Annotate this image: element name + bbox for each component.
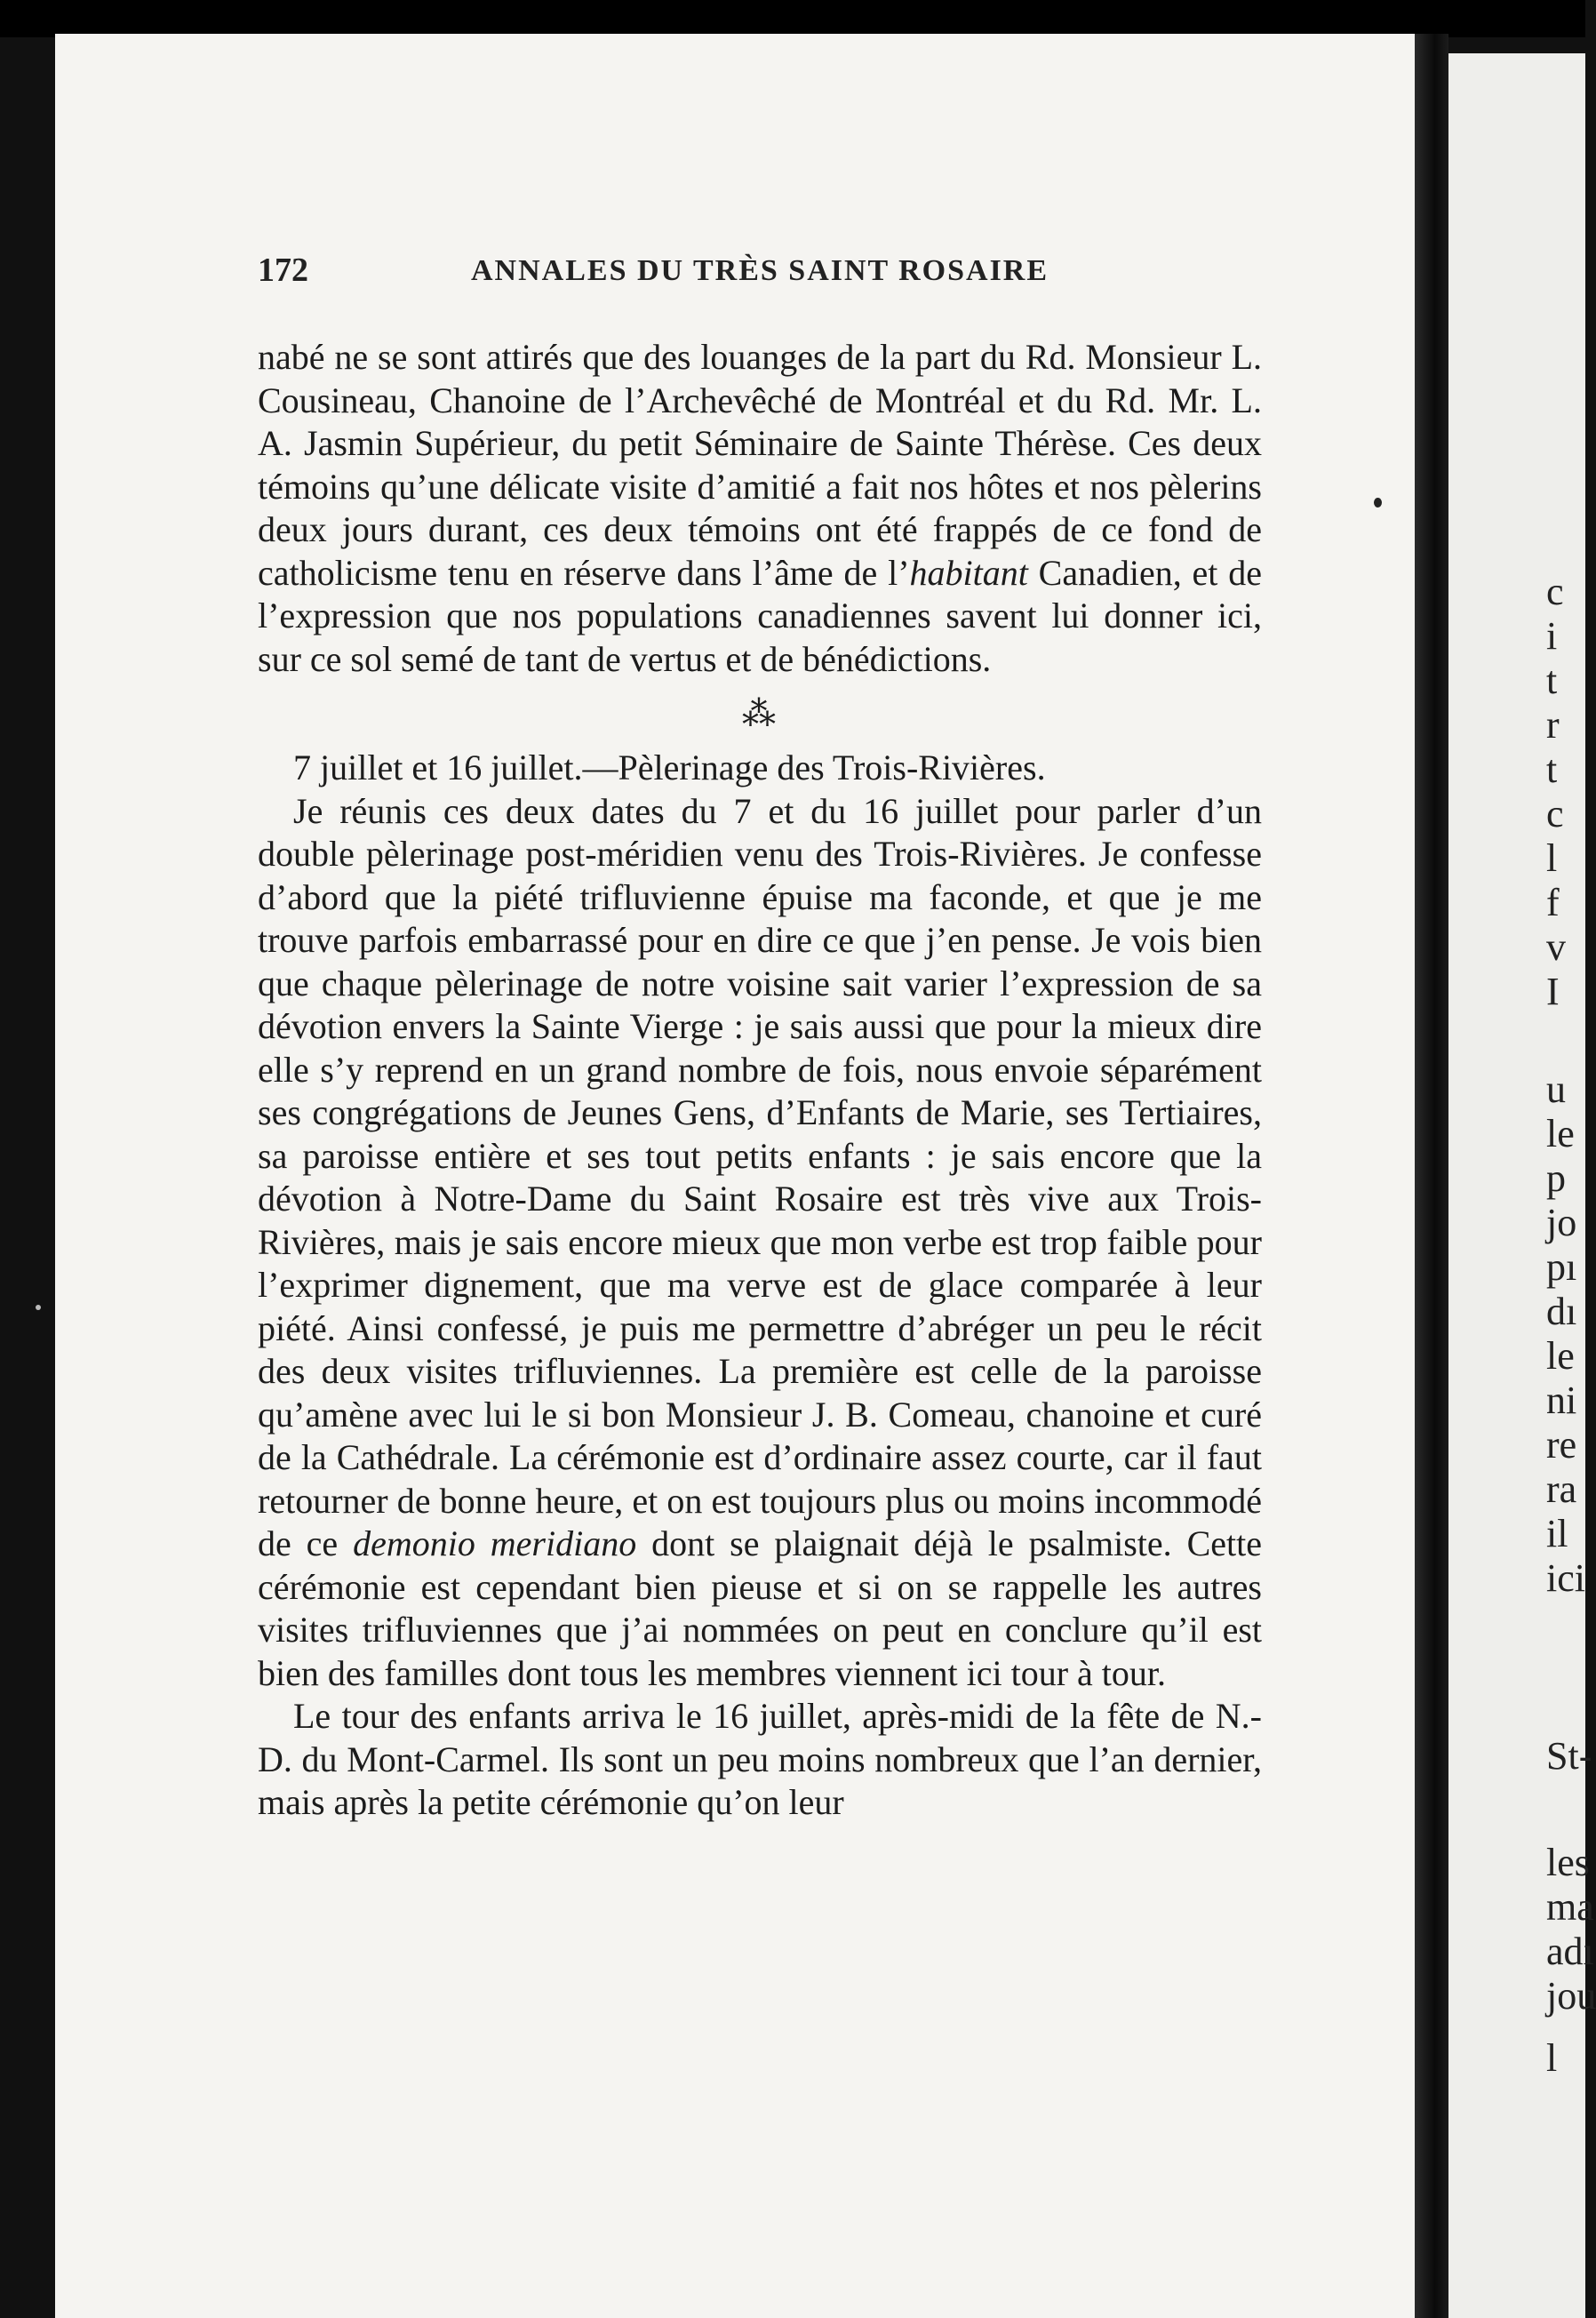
adjacent-page-fragment: l: [1546, 2036, 1558, 2080]
scan-speck: [36, 1305, 41, 1310]
adjacent-page-edge: [1448, 53, 1596, 2318]
adjacent-page-fragment: r: [1546, 703, 1560, 747]
adjacent-page-fragment: t: [1546, 659, 1558, 702]
adjacent-page-fragment: les: [1546, 1841, 1590, 1884]
page-number: 172: [258, 252, 308, 289]
adjacent-page-fragment: re: [1546, 1423, 1577, 1467]
adjacent-page-fragment: f: [1546, 881, 1560, 924]
adjacent-page-fragment: St-: [1546, 1734, 1592, 1778]
page-body: [258, 336, 1262, 1825]
adjacent-page-fragment: I: [1546, 970, 1560, 1013]
adjacent-page-fragment: ici: [1546, 1556, 1585, 1600]
adjacent-page-fragment: v: [1546, 925, 1566, 969]
section-heading: 7 juillet et 16 juillet.—Pèlerinage des Trois-Rivières.: [293, 747, 1046, 787]
book-gutter: [1415, 34, 1448, 2318]
text-run: Je réunis ces deux dates du 7 et du 16 juillet pour parler d’un double pèlerinage post-méridien venu des Trois-Rivières. Je confesse d’abord que la piété trifluvienne épuise ma faconde, et que je me trouve parfois embarrassé pour en dire ce que j’en pense. Je vois bien que chaque pèlerinage de notre voisine sait varier l’expression de sa dévotion envers la Sainte Vierge : je sais aussi que pour la mieux dire elle s’y reprend en un grand nombre de fois, nous envoie séparément ses congrégations de Jeunes Gens, d’Enfants de Marie, ses Tertiaires, sa paroisse entière et ses tout petits enfants : je sais encore que la dévotion à Notre-Dame du Saint Rosaire est très vive aux Trois-Rivières, mais je sais encore mieux que mon verbe est trop faible pour l’exprimer dignement, que ma verve est de glace comparée à leur piété. Ainsi confessé, je puis me permettre d’abréger un peu le récit des deux visites trifluviennes. La première est celle de la paroisse qu’amène avec lui le si bon Monsieur J. B. Comeau, chanoine et curé de la Cathédrale. La cérémonie est d’ordinaire assez courte, car il faut retourner de bonne heure, et on est toujours plus ou moins incommodé de ce: [258, 790, 1262, 1563]
adjacent-page-fragment: dı: [1546, 1290, 1577, 1333]
ink-speck: [1374, 498, 1382, 508]
adjacent-page-fragment: c: [1546, 570, 1564, 613]
adjacent-page-fragment: il: [1546, 1512, 1568, 1555]
adjacent-page-fragment: pı: [1546, 1245, 1577, 1289]
adjacent-page-fragment: c: [1546, 792, 1564, 835]
adjacent-page-fragment: u: [1546, 1067, 1566, 1111]
adjacent-page-fragment: jou: [1546, 1974, 1596, 2018]
adjacent-page-fragment: i: [1546, 614, 1558, 658]
page-header: [258, 251, 1146, 304]
text-run: Canadien, et de l’expression que nos populations canadiennes savent lui donner ici, sur ce sol semé de tant de vertus et de bénédictions.: [258, 552, 1262, 679]
italic-term: habitant: [909, 552, 1028, 593]
adjacent-page-fragment: jo: [1546, 1201, 1577, 1244]
adjacent-page-fragment: le: [1546, 1334, 1575, 1378]
paragraph-1: [258, 336, 1262, 681]
adjacent-page-fragment: t: [1546, 747, 1558, 791]
adjacent-page-fragment: l: [1546, 836, 1558, 880]
scan-border-top: [0, 0, 1585, 37]
adjacent-page-fragment: ra: [1546, 1467, 1577, 1511]
asterism-divider: ⁂: [742, 696, 778, 733]
italic-term: demonio meridiano: [353, 1523, 637, 1563]
running-head: ANNALES DU TRÈS SAINT ROSAIRE: [471, 254, 1049, 287]
paragraph-2: [258, 790, 1262, 1696]
adjacent-page-fragment: p: [1546, 1156, 1566, 1200]
paragraph-3: Le tour des enfants arriva le 16 juillet, après-midi de la fête de N.-D. du Mont-Carmel. Ils sont un peu moins nombreux que l’an dernier, mais après la petite cérémonie qu’on leur: [258, 1696, 1262, 1822]
text-run: dont se plaignait déjà le psalmiste. Cette cérémonie est cependant bien pieuse et si on se rappelle les autres visites trifluviennes que j’ai nommées on peut en conclure qu’il est bien des familles dont tous les membres viennent ici tour à tour.: [258, 1523, 1263, 1693]
adjacent-page-fragment: le: [1546, 1112, 1575, 1155]
adjacent-page-fragment: ni: [1546, 1379, 1577, 1422]
adjacent-page-fragment: adı: [1546, 1930, 1594, 1973]
text-run: nabé ne se sont attirés que des louanges de la part du Rd. Monsieur L. Cousineau, Chanoine de l’Archevêché de Montréal et du Rd. Mr. L. A. Jasmin Supérieur, du petit Séminaire de Sainte Thérèse. Ces deux témoins qu’une délicate visite d’amitié a fait nos hôtes et nos pèlerins deux jours durant, ces deux témoins ont été frappés de ce fond de catholicisme tenu en réserve dans l’âme de l’: [258, 337, 1262, 593]
adjacent-page-fragment: ma: [1546, 1885, 1594, 1929]
